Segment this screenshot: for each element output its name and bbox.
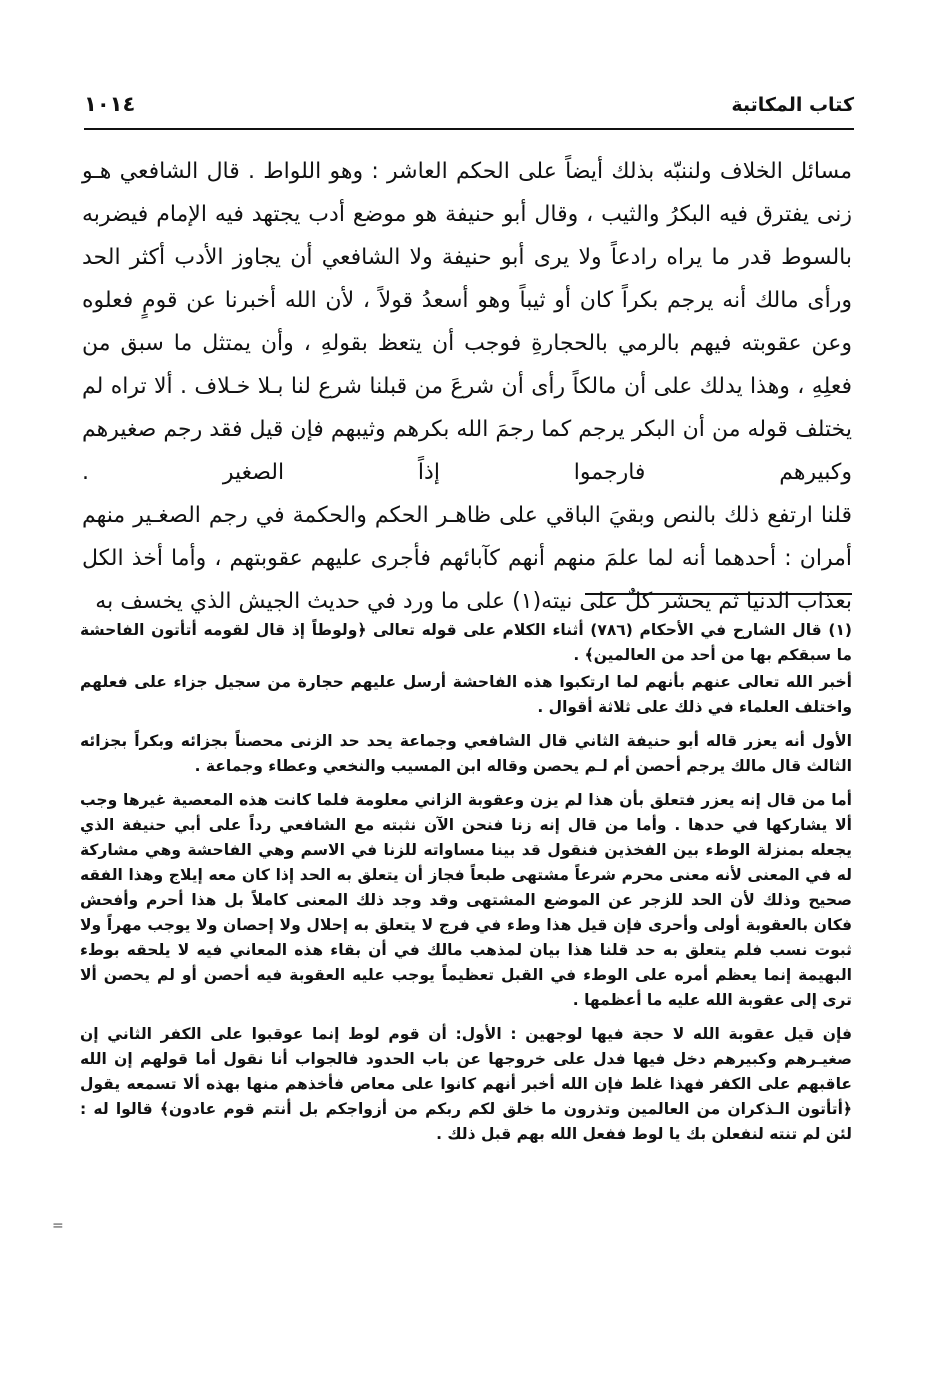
- margin-mark: =: [52, 1218, 64, 1234]
- footnote-paragraph-3: الأول أنه يعزر قاله أبو حنيفة الثاني قال الشافعي وجماعة يحد حد الزنى محصناً بجزائه وبكراً بجزائه الثالث قال مالك يرجم أحصن أم لـم يحصن وقاله ابن المسيب والنخعي وعطاء وجماعة .: [80, 732, 852, 775]
- footnote-divider: [585, 593, 852, 595]
- footnotes: [80, 618, 852, 1156]
- page-header: [84, 88, 854, 130]
- footnote-paragraph-2: أخبر الله تعالى عنهم بأنهم لما ارتكبوا هذه الفاحشة أرسل عليهم حجارة من سجيل جزاء على فعلهم واختلف العلماء في ذلك على ثلاثة أقوال .: [80, 673, 852, 716]
- footnote-1: (١) قال الشارح في الأحكام (٧٨٦) أثناء الكلام على قوله تعالى ﴿ولوطاً إذ قال لقومه أتأتون الفاحشة ما سبقكم بها من أحد من العالمين﴾ .: [80, 621, 852, 664]
- main-paragraph-1: مسائل الخلاف ولننبّه بذلك أيضاً على الحكم العاشر : وهو اللواط . قال الشافعي هـو زنى يفترق فيه البكرُ والثيب ، وقال أبو حنيفة هو موضع أدب يجتهد فيه الإمام فيضربه بالسوط قدر ما يراه رادعاً ولا يرى أبو حنيفة ولا الشافعي أن يجاوز الأدب أكثر الحد ورأى مالك أنه يرجم بكراً كان أو ثيباً وهو أسعدُ قولاً ، لأن الله أخبرنا عن قومٍ فعلوه وعن عقوبته فيهم بالرمي بالحجارةِ فوجب أن يتعظ بقولهِ ، وأن يمتثل ما سبق من فعلِهِ ، وهذا يدلك على أن مالكاً رأى أن شرعَ من قبلنا شرع لنا بـلا خـلاف . ألا تراه لم يختلف قوله من أن البكر يرجم كما رجمَ الله بكرهم وثيبهم فإن قيل فقد رجم صغيرهم وكبيرهم فارجموا إذاً الصغير .: [82, 159, 852, 485]
- footnote-paragraph-5: فإن قيل عقوبة الله لا حجة فيها لوجهين : الأول: أن قوم لوط إنما عوقبوا على الكفر الثاني إن صغيـرهم وكبيرهم دخل فيها فدل على خروجها عن باب الحدود فالجواب أنا نقول أما قولهم إن الله عاقبهم على الكفر فهذا غلط فإن الله أخبر أنهم كانوا على معاص فأخذهم منها بهذه ألا تسمعه يقول ﴿أتأتون الـذكران من العالمين وتذرون ما خلق لكم ربكم من أزواجكم بل أنتم قوم عادون﴾ قالوا له : لئن لم تنته لنفعلن بك يا لوط ففعل الله بهم قبل ذلك .: [80, 1025, 852, 1143]
- page-number: ١٠١٤: [84, 92, 136, 116]
- main-paragraph-2: قلنا ارتفع ذلك بالنص وبقيَ الباقي على ظاهـر الحكم والحكمة في رجم الصغـير منهم أمران : أحدهما أنه لما علمَ منهم أنهم كآبائهم فأجرى عليهم عقوبتهم ، وأما أخذ الكل بعذاب الدنيا ثم يحشر كلٌ على نيته(١) على ما ورد في حديث الجيش الذي يخسف به: [82, 503, 852, 614]
- footnote-paragraph-4: أما من قال إنه يعزر فتعلق بأن هذا لم يزن وعقوبة الزاني معلومة فلما كانت هذه المعصية غيرها وجب ألا يشاركها في حدها . وأما من قال إنه زنا فنحن الآن نثبته مع الشافعي رداً على أبي حنيفة الذي يجعله بمنزلة الوطء بين الفخذين فنقول قد بينا مساواته للزنا في الاسم وهي الفاحشة وهي مشاركة له في المعنى لأنه معنى محرم شرعاً مشتهى طبعاً فجاز أن يتعلق به الحد إذا كان معه إيلاج وهذا الفقه صحيح وذلك لأن الحد للزجر عن الموضع المشتهى وقد وجد ذلك المعنى كاملاً بل هذا أحرم وأفحش فكان بالعقوبة أولى وأحرى فإن قيل هذا وطء في فرج لا يتعلق به إحلال ولا إحصان ولا يوجب مهراً ولا ثبوت نسب فلم يتعلق به حد قلنا هذا بيان لمذهب مالك في أن بقاء هذه المعاني فيه لا يلحقه بوطء البهيمة إنما يعظم أمره على الوطء في القبل تعظيماً يوجب عليه العقوبة فيه أحصن أو لم يحصن ألا ترى إلى عقوبة الله عليه ما أعظمها .: [80, 791, 852, 1009]
- running-title: كتاب المكاتبة: [731, 94, 854, 116]
- main-text: [82, 150, 852, 623]
